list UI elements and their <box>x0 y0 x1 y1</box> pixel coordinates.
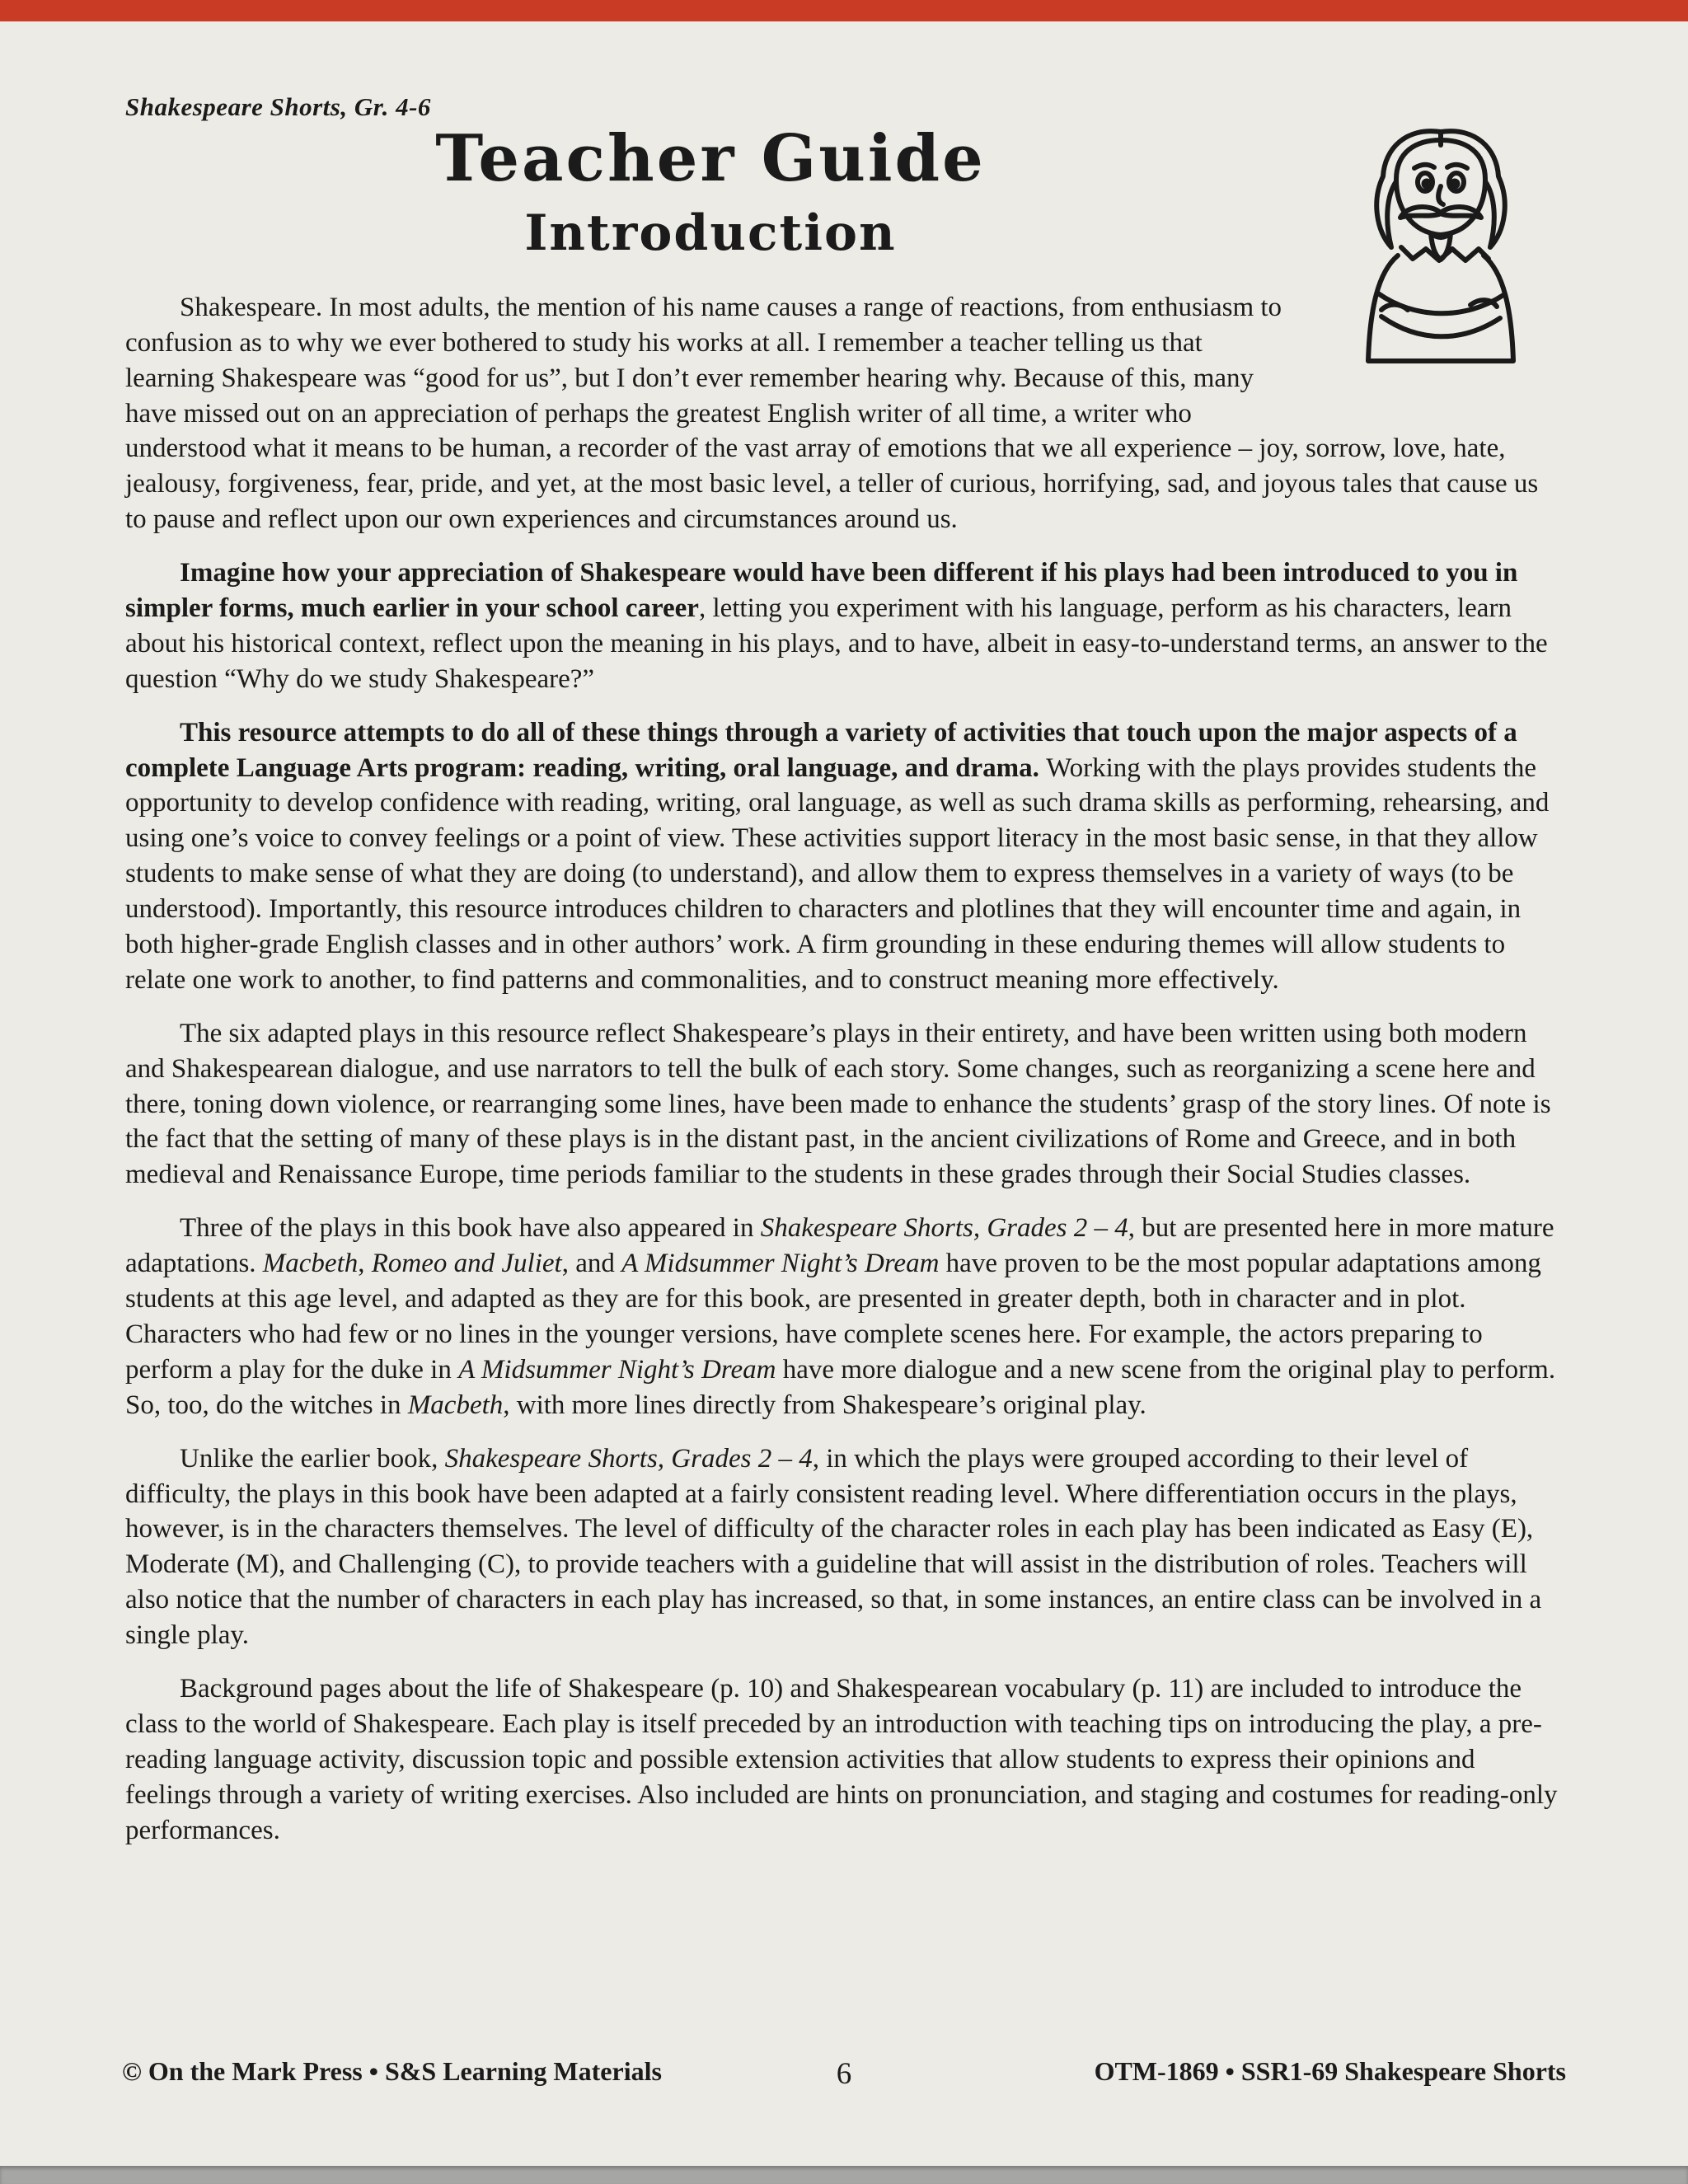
text-segment: The six adapted plays in this resource reflect Shakespeare’s plays in their entirety, and have been written using both modern and Shakespearean dialogue, and use narrators to tell the bulk of each story. Some changes, such as reorganizing a scene here and there, toning down violence, or rearranging some lines, have been made to enhance the students’ grasp of the story lines. Of note is the fact that the setting of many of these plays is in the distant past, in the ancient civilizations of Rome and Greece, and in both medieval and Renaissance Europe, time periods familiar to the students in these grades through their Social Studies classes. <box>125 1018 1551 1190</box>
text-segment: , but are presented here in more mature adaptations. <box>125 1213 1554 1279</box>
page-number: 6 <box>836 2057 852 2091</box>
title-block <box>125 121 1296 262</box>
paragraph-3 <box>125 715 1563 998</box>
page-title: Teacher Guide <box>435 121 986 196</box>
page-subtitle: Introduction <box>524 204 897 262</box>
text-segment: , in which the plays were grouped according to their level of difficulty, the plays in this book have been adapted at a fairly consistent reading level. Where differentiation occurs in the plays, however, is in the characters themselves. The level of difficulty of the character roles in each play has been indicated as Easy (E), Moderate (M), and Challenging (C), to provide teachers with a guideline that will assist in the distribution of roles. Teachers will also notice that the number of characters in each play has increased, so that, in some instances, an entire class can be involved in a single play. <box>125 1443 1542 1651</box>
text-segment: This resource attempts to do all of these things through a variety of activities that touch upon the major aspects of a complete Language Arts program: reading, writing, oral language, and drama. <box>125 717 1517 783</box>
text-segment: , with more lines directly from Shakespeare’s original play. <box>503 1390 1146 1420</box>
text-segment: , <box>358 1249 372 1279</box>
paragraph-2 <box>125 555 1563 697</box>
text-segment: , letting you experiment with his language, perform as his characters, learn about his historical context, reflect upon the meaning in his plays, and to have, albeit in easy-to-understand terms, an answer to the question “Why do we study Shakespeare?” <box>125 593 1548 694</box>
text-segment: Imagine how your appreciation of Shakespeare would have been different if his plays had been introduced to you in simpler forms, much earlier in your school career <box>125 558 1518 624</box>
text-segment: Working with the plays provides students the opportunity to develop confidence with reading, writing, oral language, as well as such drama skills as performing, rehearsing, and using one’s voice to convey feelings or a point of view. These activities support literacy in the most basic sense, in that they allow students to make sense of what they are doing (to understand), and allow them to express themselves in a variety of ways (to be understood). Importantly, this resource introduces children to characters and plotlines that they will encounter time and again, in both higher-grade English classes and in other authors’ work. A firm grounding in these enduring themes will allow students to relate one work to another, to find patterns and commonalities, and to construct meaning more effectively. <box>125 752 1550 995</box>
text-segment: , and <box>561 1249 622 1279</box>
text-segment: Shakespeare Shorts, Grades 2 – 4 <box>760 1213 1128 1244</box>
text-segment: have proven to be the most popular adaptations among students at this age level, and adapted as they are for this book, are presented in greater depth, both in character and in plot. Characters who had few or no lines in the younger versions, have complete scenes here. For example, the actors preparing to perform a play for the duke in <box>125 1249 1541 1385</box>
text-segment: Background pages about the life of Shakespeare (p. 10) and Shakespearean vocabulary (p. 11) are included to introduce the class to the world of Shakespeare. Each play is itself preceded by an introduction with teaching tips on introducing the play, a pre-reading language activity, discussion topic and possible extension activities that allow students to express their opinions and feelings through a variety of writing exercises. Also included are hints on pronunciation, and staging and costumes for reading-only performances. <box>125 1673 1558 1845</box>
text-segment: A Midsummer Night’s Dream <box>458 1354 776 1385</box>
copyright-text: © On the Mark Press • S&S Learning Materials <box>122 2056 662 2086</box>
text-segment: Romeo and Juliet <box>371 1249 562 1279</box>
paragraph-5 <box>125 1211 1563 1422</box>
paragraph-6 <box>125 1441 1563 1653</box>
text-segment: Unlike the earlier book, <box>180 1443 445 1474</box>
product-code-text: OTM-1869 • SSR1-69 Shakespeare Shorts <box>1094 2056 1566 2086</box>
text-segment: Macbeth <box>262 1249 359 1279</box>
text-segment: A Midsummer Night’s Dream <box>621 1249 940 1279</box>
scan-edge-bottom-bar <box>0 2166 1688 2184</box>
paragraphs <box>125 290 1563 1849</box>
paragraph-7 <box>125 1671 1563 1848</box>
series-label: Shakespeare Shorts, Gr. 4-6 <box>125 92 431 121</box>
text-segment: Shakespeare. In most adults, the mention of his name causes a range of reactions, from enthusiasm to confusion as to why we ever bothered to study his works at all. I remember a teacher telling us that learning Shakespeare was “good for us”, but I don’t ever remember hearing why. Because of this, many have missed out on an appreciation of perhaps the greatest English writer of all time, a writer who understood what it means to be human, a recorder of the vast array of emotions that we all experience – joy, sorrow, love, hate, jealousy, forgiveness, fear, pride, and yet, at the most basic level, a teller of curious, horrifying, sad, and joyous tales that cause us to pause and reflect upon our own experiences and circumstances around us. <box>125 292 1539 535</box>
text-segment: have more dialogue and a new scene from the original play to perform. So, too, do the witches in <box>125 1354 1556 1420</box>
page-footer <box>0 2056 1688 2091</box>
text-segment: Shakespeare Shorts, Grades 2 – 4 <box>444 1443 813 1474</box>
paragraph-4 <box>125 1016 1563 1193</box>
text-segment: Macbeth <box>407 1390 504 1420</box>
text-segment: Three of the plays in this book have also appeared in <box>180 1213 761 1244</box>
illustration-text-wrap-spacer <box>1282 262 1563 406</box>
